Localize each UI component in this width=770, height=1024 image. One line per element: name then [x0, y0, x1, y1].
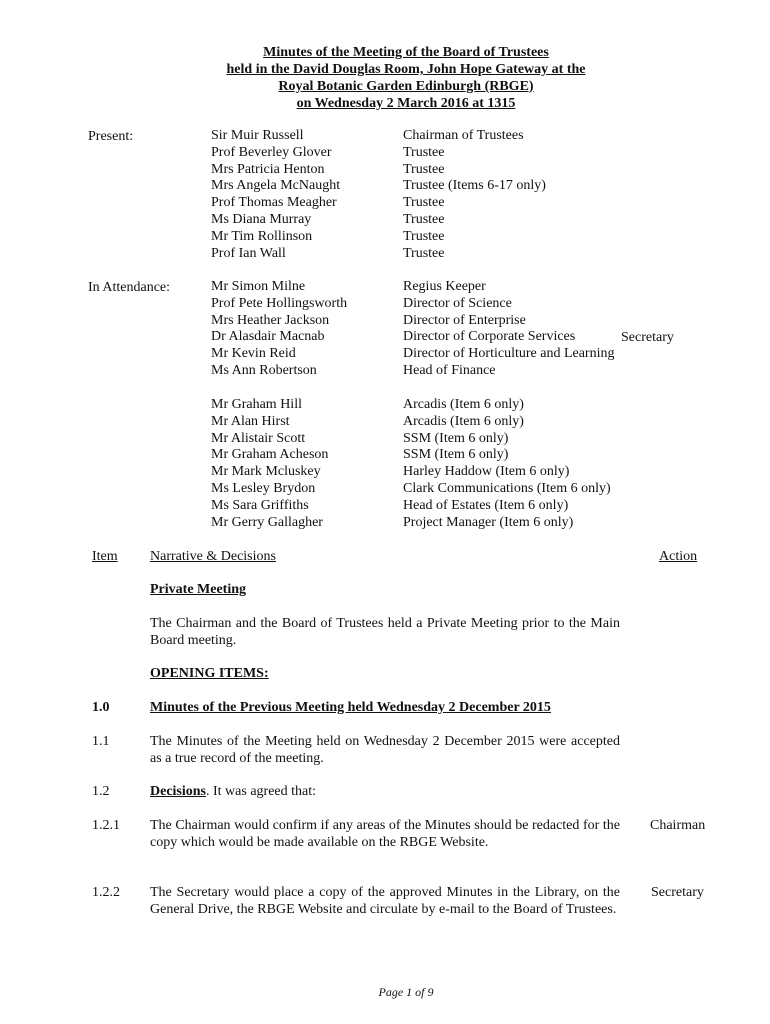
present-role: Trustee	[403, 245, 445, 261]
guest-roles	[403, 397, 611, 531]
attendance-name: Mr Simon Milne	[211, 279, 306, 294]
guest-role: Harley Haddow (Item 6 only)	[403, 464, 570, 480]
page-number: Page 1 of 9	[378, 985, 434, 999]
minutes-heading: Minutes of the Previous Meeting held Wednesday 2 December 2015	[150, 700, 551, 715]
guest-role: Clark Communications (Item 6 only)	[403, 480, 611, 496]
attendance-name: Ms Ann Robertson	[211, 362, 317, 378]
present-role: Trustee	[403, 161, 445, 177]
guest-name: Mr Gerry Gallagher	[211, 514, 323, 530]
present-label: Present:	[88, 129, 134, 144]
title-line-2: held in the David Douglas Room, John Hope Gateway at the	[226, 62, 586, 77]
attendance-role: Director of Horticulture and Learning	[403, 346, 615, 362]
private-meeting-text: The Chairman and the Board of Trustees held a Private Meeting prior to the Main Board meeting.	[150, 616, 620, 648]
item-text: The Minutes of the Meeting held on Wednesday 2 December 2015 were accepted as a true record of the meeting.	[150, 734, 620, 766]
item-number: 1.2.1	[92, 818, 120, 833]
guest-role: SSM (Item 6 only)	[403, 447, 509, 463]
narrative-column-header: Narrative & Decisions	[150, 549, 276, 564]
decisions-line	[150, 783, 316, 800]
private-meeting-heading: Private Meeting	[150, 582, 247, 597]
document-title	[0, 44, 770, 112]
present-role: Trustee	[403, 211, 445, 227]
action-owner: Chairman	[650, 818, 706, 833]
guest-name: Mr Alistair Scott	[211, 430, 306, 446]
attendance-role: Head of Finance	[403, 362, 496, 378]
guest-name: Mr Alan Hirst	[211, 413, 290, 429]
present-role: Chairman of Trustees	[403, 128, 524, 143]
item-text: The Secretary would place a copy of the approved Minutes in the Library, on the General Drive, the RBGE Website and circulate by e-mail to the Board of Trustees.	[150, 885, 620, 917]
item-number: 1.0	[92, 700, 110, 715]
item-number: 1.2.2	[92, 885, 120, 900]
decisions-heading: Decisions	[150, 784, 206, 799]
decisions-suffix: . It was agreed that:	[206, 784, 317, 799]
attendance-name: Mrs Heather Jackson	[211, 312, 330, 328]
title-line-4: on Wednesday 2 March 2016 at 1315	[296, 96, 516, 111]
guest-role: Arcadis (Item 6 only)	[403, 397, 524, 412]
attendance-name: Dr Alasdair Macnab	[211, 329, 325, 345]
present-role: Trustee	[403, 228, 445, 244]
present-name: Mrs Patricia Henton	[211, 161, 325, 177]
attendance-name: Mr Kevin Reid	[211, 346, 296, 362]
secretary-note: Secretary	[621, 330, 674, 345]
guest-name: Mr Graham Hill	[211, 397, 302, 412]
present-roles	[403, 128, 546, 262]
title-line-1: Minutes of the Meeting of the Board of Trustees	[263, 45, 549, 60]
action-column-header: Action	[659, 549, 698, 564]
action-owner: Secretary	[651, 885, 704, 900]
present-names	[211, 128, 340, 262]
present-role: Trustee	[403, 195, 445, 211]
present-name: Mr Tim Rollinson	[211, 228, 313, 244]
attendance-name: Prof Pete Hollingsworth	[211, 295, 348, 311]
item-number: 1.1	[92, 734, 110, 749]
present-name: Ms Diana Murray	[211, 211, 312, 227]
guest-name: Ms Sara Griffiths	[211, 497, 309, 513]
item-number: 1.2	[92, 784, 110, 799]
attendance-role: Director of Corporate Services	[403, 329, 576, 345]
opening-items-heading: OPENING ITEMS:	[150, 666, 269, 681]
guest-role: Project Manager (Item 6 only)	[403, 514, 574, 530]
attendance-role: Director of Science	[403, 295, 512, 311]
present-name: Prof Beverley Glover	[211, 144, 332, 160]
attendance-label: In Attendance:	[88, 280, 171, 295]
attendance-role: Regius Keeper	[403, 279, 486, 294]
present-name: Sir Muir Russell	[211, 128, 304, 143]
guest-name: Mr Graham Acheson	[211, 447, 329, 463]
guest-name: Ms Lesley Brydon	[211, 480, 316, 496]
present-name: Prof Thomas Meagher	[211, 195, 337, 211]
present-name: Mrs Angela McNaught	[211, 178, 341, 194]
guest-role: Head of Estates (Item 6 only)	[403, 497, 569, 513]
title-line-3: Royal Botanic Garden Edinburgh (RBGE)	[278, 79, 534, 94]
present-role: Trustee (Items 6-17 only)	[403, 178, 546, 194]
present-role: Trustee	[403, 144, 445, 160]
attendance-role: Director of Enterprise	[403, 312, 526, 328]
guest-role: SSM (Item 6 only)	[403, 430, 509, 446]
guest-names	[211, 397, 328, 531]
present-name: Prof Ian Wall	[211, 245, 286, 261]
attendance-roles	[403, 279, 614, 380]
item-text: The Chairman would confirm if any areas of the Minutes should be redacted for the copy which would be made available on the RBGE Website.	[150, 818, 620, 850]
attendance-names	[211, 279, 347, 380]
guest-role: Arcadis (Item 6 only)	[403, 413, 524, 429]
item-column-header: Item	[92, 549, 118, 564]
guest-name: Mr Mark Mcluskey	[211, 464, 321, 480]
